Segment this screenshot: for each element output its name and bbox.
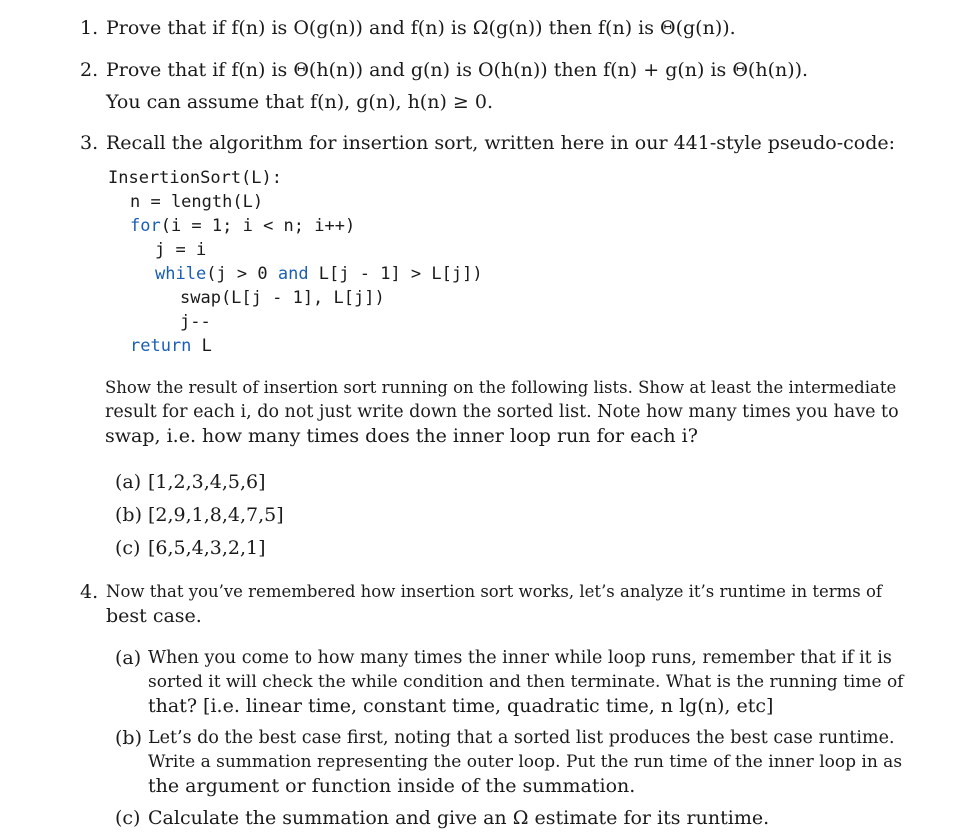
code-line-3 xyxy=(130,214,355,238)
code-keyword-and: and xyxy=(277,264,309,284)
list-a-value: [1,2,3,4,5,6] xyxy=(148,471,266,493)
q4a-line-2: sorted it will check the while condition and then terminate. What is the running time of xyxy=(148,672,904,692)
code-keyword-return: return xyxy=(130,336,192,356)
item-2-number: 2. xyxy=(80,59,99,81)
item-2-text-line2: You can assume that f(n), g(n), h(n) ≥ 0. xyxy=(106,91,493,113)
list-b-label: (b) xyxy=(115,504,142,526)
para3-line-2: result for each i, do not just write down the sorted list. Note how many times you have to xyxy=(105,402,899,422)
code-line-7: j-- xyxy=(180,312,211,332)
code-keyword-while: while xyxy=(155,264,207,284)
code-for-args: (i = 1; i < n; i++) xyxy=(160,216,356,236)
q4b-line-2: Write a summation representing the outer loop. Put the run time of the inner loop in as xyxy=(148,752,903,772)
q4b-line-3: the argument or function inside of the summation. xyxy=(148,775,636,797)
code-line-8 xyxy=(130,334,212,358)
para3-line-1: Show the result of insertion sort running on the following lists. Show at least the intermediate xyxy=(105,378,897,397)
q4a-label: (a) xyxy=(115,647,142,669)
list-a-label: (a) xyxy=(115,471,142,493)
q4a-line-3: that? [i.e. linear time, constant time, quadratic time, n lg(n), etc] xyxy=(148,695,774,717)
code-keyword-for: for xyxy=(130,216,161,236)
item-4-text-line2: best case. xyxy=(106,605,202,627)
item-4-text: Now that you’ve remembered how insertion sort works, let’s analyze it’s runtime in terms of xyxy=(106,582,883,601)
item-3-text: Recall the algorithm for insertion sort, written here in our 441-style pseudo-code: xyxy=(106,132,896,154)
code-line-5 xyxy=(155,262,483,286)
item-3-number: 3. xyxy=(80,132,99,154)
para3-line-3: swap, i.e. how many times does the inner loop run for each i? xyxy=(105,425,698,447)
code-line-1: InsertionSort(L): xyxy=(108,168,282,188)
item-2-text: Prove that if f(n) is Θ(h(n)) and g(n) is O(h(n)) then f(n) + g(n) is Θ(h(n)). xyxy=(106,59,809,81)
q4a-line-1: When you come to how many times the inner while loop runs, remember that if it is xyxy=(148,648,892,668)
q4c-line-1: Calculate the summation and give an Ω estimate for its runtime. xyxy=(148,807,770,829)
code-return-value: L xyxy=(191,336,212,356)
code-line-2: n = length(L) xyxy=(130,192,264,212)
list-c-value: [6,5,4,3,2,1] xyxy=(148,537,266,559)
item-1-number: 1. xyxy=(80,17,99,39)
code-line-4: j = i xyxy=(155,240,207,260)
list-b-value: [2,9,1,8,4,7,5] xyxy=(148,504,284,526)
code-while-args-b: L[j - 1] > L[j]) xyxy=(308,264,483,284)
code-while-args-a: (j > 0 xyxy=(206,264,278,284)
item-1-text: Prove that if f(n) is O(g(n)) and f(n) is Ω(g(n)) then f(n) is Θ(g(n)). xyxy=(106,17,736,39)
item-4-number: 4. xyxy=(80,581,99,603)
code-line-6: swap(L[j - 1], L[j]) xyxy=(180,288,385,308)
q4b-line-1: Let’s do the best case first, noting that a sorted list produces the best case runtime. xyxy=(148,728,895,748)
q4c-label: (c) xyxy=(115,807,141,829)
q4b-label: (b) xyxy=(115,727,142,749)
list-c-label: (c) xyxy=(115,537,141,559)
